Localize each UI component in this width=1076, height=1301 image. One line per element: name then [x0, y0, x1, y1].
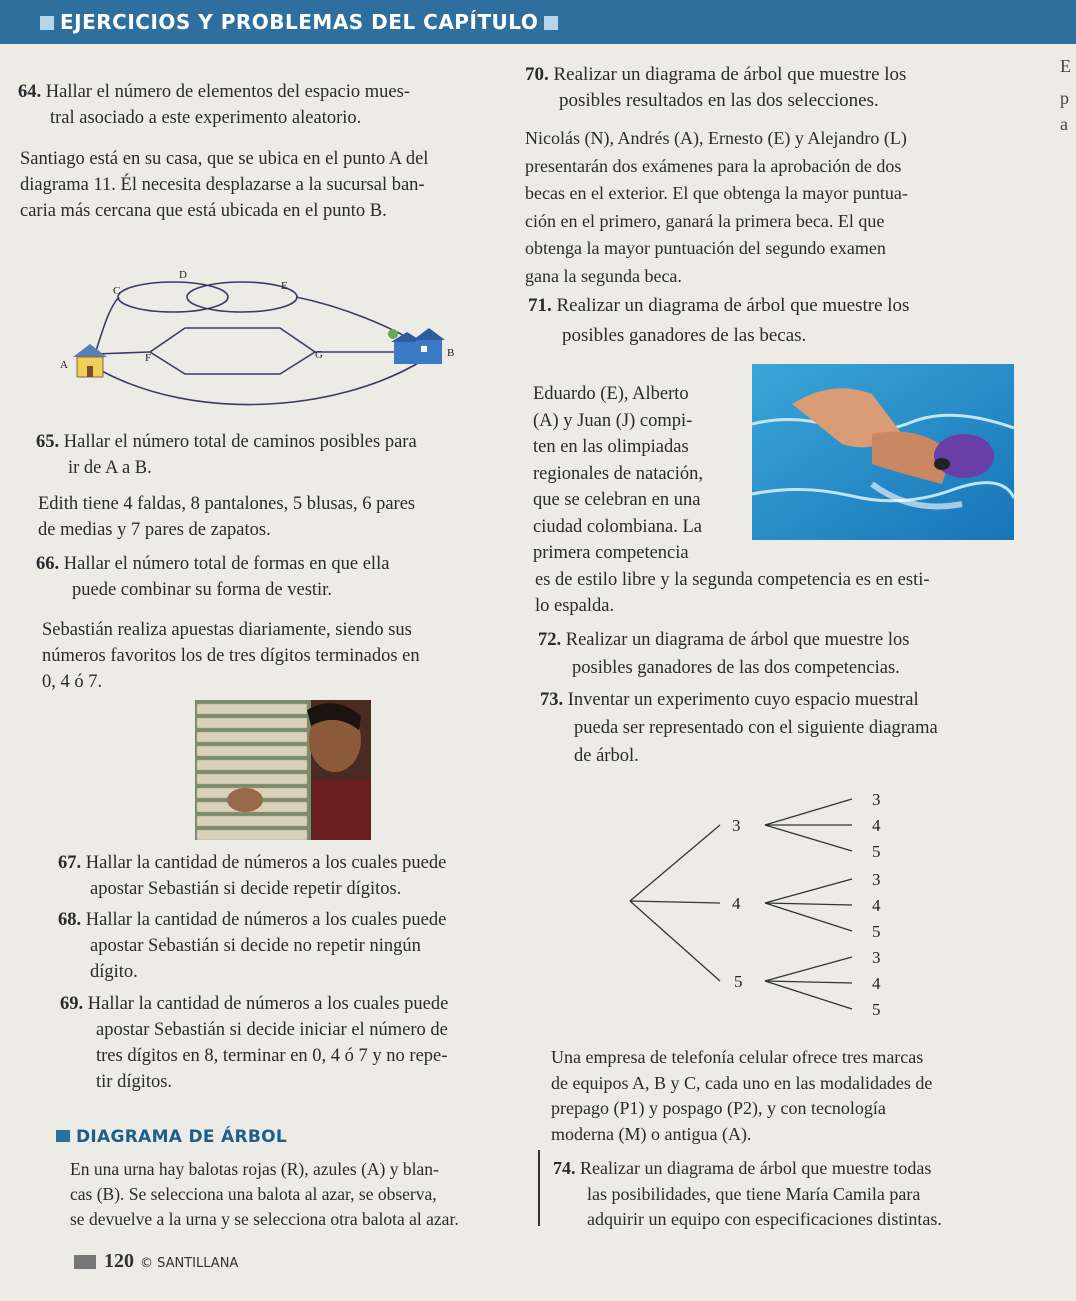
tree-branch-4-4 — [765, 903, 852, 905]
edge-letter: a — [1060, 114, 1068, 134]
route-a-f — [95, 352, 150, 354]
tree-branch-3-3 — [765, 799, 852, 825]
tree-branch-root-4 — [630, 901, 720, 903]
tree-node-l2: 3 — [872, 870, 881, 889]
tree-branch-3-5 — [765, 825, 852, 851]
route-diagram — [55, 262, 465, 422]
exercise-68: 68. Hallar la cantidad de números a los cuales puede apostar Sebastián si decide no repetir ningún dígito. — [58, 910, 447, 982]
tree-node-l2: 3 — [872, 948, 881, 967]
edge-letter: E — [1060, 56, 1071, 76]
lottery-photo-image — [195, 700, 371, 840]
paragraph-sebastian: Sebastián realiza apuestas diariamente, siendo sus números favoritos los de tres dígitos terminados en 0, 4 ó 7. — [42, 620, 420, 692]
route-a-c — [95, 297, 119, 354]
exercise-73: 73. Inventar un experimento cuyo espacio muestral pueda ser representado con el siguiente diagrama de árbol. — [540, 690, 938, 766]
tree-branch-5-3 — [765, 957, 852, 981]
point-label-g: G — [315, 349, 323, 361]
tree-branch-5-5 — [765, 981, 852, 1009]
exercise-71: 71. Realizar un diagrama de árbol que muestre los posibles ganadores de las becas. — [528, 295, 910, 346]
chapter-title-text: EJERCICIOS Y PROBLEMAS DEL CAPÍTULO — [60, 10, 539, 34]
tree-node-l1: 4 — [732, 894, 741, 913]
lottery-photo — [195, 700, 371, 840]
tree-branch-root-5 — [630, 901, 720, 981]
paragraph-telefonia: Una empresa de telefonía celular ofrece tres marcas de equipos A, B y C, cada uno en las modalidades de prepago (P1) y pospago (P2), y con tecnología moderna (M) o antigua (A). — [551, 1047, 933, 1144]
paragraph-natacion-short: Eduardo (E), Alberto (A) y Juan (J) compi- ten en las olimpiadas regionales de natación, que se celebran en una ciudad colombiana. La primera competencia — [533, 384, 704, 563]
point-label-b: B — [447, 347, 455, 359]
tree-branch-5-4 — [765, 981, 852, 983]
tree-node-l2: 3 — [872, 790, 881, 809]
paragraph-becas: Nicolás (N), Andrés (A), Ernesto (E) y Alejandro (L) presentarán dos exámenes para la aprobación de dos becas en el exterior. El que obtenga la mayor puntua- ción en el primero, ganará la primera beca. El que obtenga la mayor puntuación del segundo examen gana la segunda beca. — [525, 128, 908, 286]
column-divider — [538, 1150, 540, 1226]
exercise-67: 67. Hallar la cantidad de números a los cuales puede apostar Sebastián si decide repetir dígitos. — [58, 853, 447, 899]
route-ellipse-cd — [118, 282, 228, 312]
exercise-66: 66. Hallar el número total de formas en que ella puede combinar su forma de vestir. — [36, 554, 390, 600]
tree-node-l2: 5 — [872, 922, 881, 941]
tree-node-l2: 5 — [872, 1000, 881, 1019]
paragraph-edith: Edith tiene 4 faldas, 8 pantalones, 5 blusas, 6 pares de medias y 7 pares de zapatos. — [38, 494, 416, 540]
tree-branch-4-3 — [765, 879, 852, 903]
exercise-65: 65. Hallar el número total de caminos posibles para ir de A a B. — [36, 432, 417, 478]
swimmer-photo-image — [752, 364, 1014, 540]
swimmer-photo — [752, 364, 1014, 540]
route-a-b-arc — [100, 362, 420, 405]
house-a-icon — [73, 344, 107, 377]
tree-node-l2: 4 — [872, 896, 881, 915]
chapter-title — [40, 10, 558, 34]
point-label-d: D — [179, 269, 187, 281]
paragraph-urna: En una urna hay balotas rojas (R), azules (A) y blan- cas (B). Se selecciona una balota al azar, se observa, se devuelve a la urna y se selecciona otra balota al azar. — [70, 1159, 459, 1229]
route-hexagon — [150, 328, 315, 374]
paragraph-santiago: Santiago está en su casa, que se ubica en el punto A del diagrama 11. Él necesita desplazarse a la sucursal ban- caria más cercana que está ubicada en el punto B. — [20, 149, 429, 221]
tree-node-l2: 4 — [872, 816, 881, 835]
point-label-a: A — [60, 359, 68, 371]
tree-diagram — [620, 785, 900, 1030]
tree-branch-4-5 — [765, 903, 852, 931]
section-heading-diagrama-arbol: DIAGRAMA DE ÁRBOL — [56, 1127, 287, 1147]
footer-square-icon — [74, 1255, 96, 1269]
edge-letter: p — [1060, 88, 1069, 108]
tree-node-l1: 3 — [732, 816, 741, 835]
tree-node-l2: 5 — [872, 842, 881, 861]
paragraph-natacion-long: es de estilo libre y la segunda competencia es en esti- lo espalda. — [535, 570, 930, 616]
page-number: 120 — [104, 1250, 134, 1272]
square-icon — [40, 16, 54, 30]
point-label-e: E — [281, 280, 288, 292]
tree-node-l1: 5 — [734, 972, 743, 991]
publisher-label: © SANTILLANA — [140, 1256, 239, 1271]
exercise-70: 70. Realizar un diagrama de árbol que muestre los posibles resultados en las dos selecciones. — [525, 64, 907, 111]
house-b-icon — [388, 328, 445, 364]
exercise-72: 72. Realizar un diagrama de árbol que muestre los posibles ganadores de las dos competencias. — [538, 630, 910, 678]
exercise-64: 64. Hallar el número de elementos del espacio mues- tral asociado a este experimento aleatorio. — [18, 82, 410, 128]
exercise-74: 74. Realizar un diagrama de árbol que muestre todas las posibilidades, que tiene María Camila para adquirir un equipo con especificaciones distintas. — [553, 1158, 942, 1229]
tree-node-l2: 4 — [872, 974, 881, 993]
bar-icon — [56, 1130, 70, 1142]
point-label-f: F — [145, 352, 152, 364]
tree-branch-root-3 — [630, 825, 720, 901]
point-label-c: C — [113, 285, 121, 297]
square-icon — [544, 16, 558, 30]
exercise-69: 69. Hallar la cantidad de números a los cuales puede apostar Sebastián si decide iniciar el número de tres dígitos en 8, terminar en 0, 4 ó 7 y no repe- tir dígitos. — [60, 994, 449, 1092]
page-footer — [74, 1250, 238, 1273]
